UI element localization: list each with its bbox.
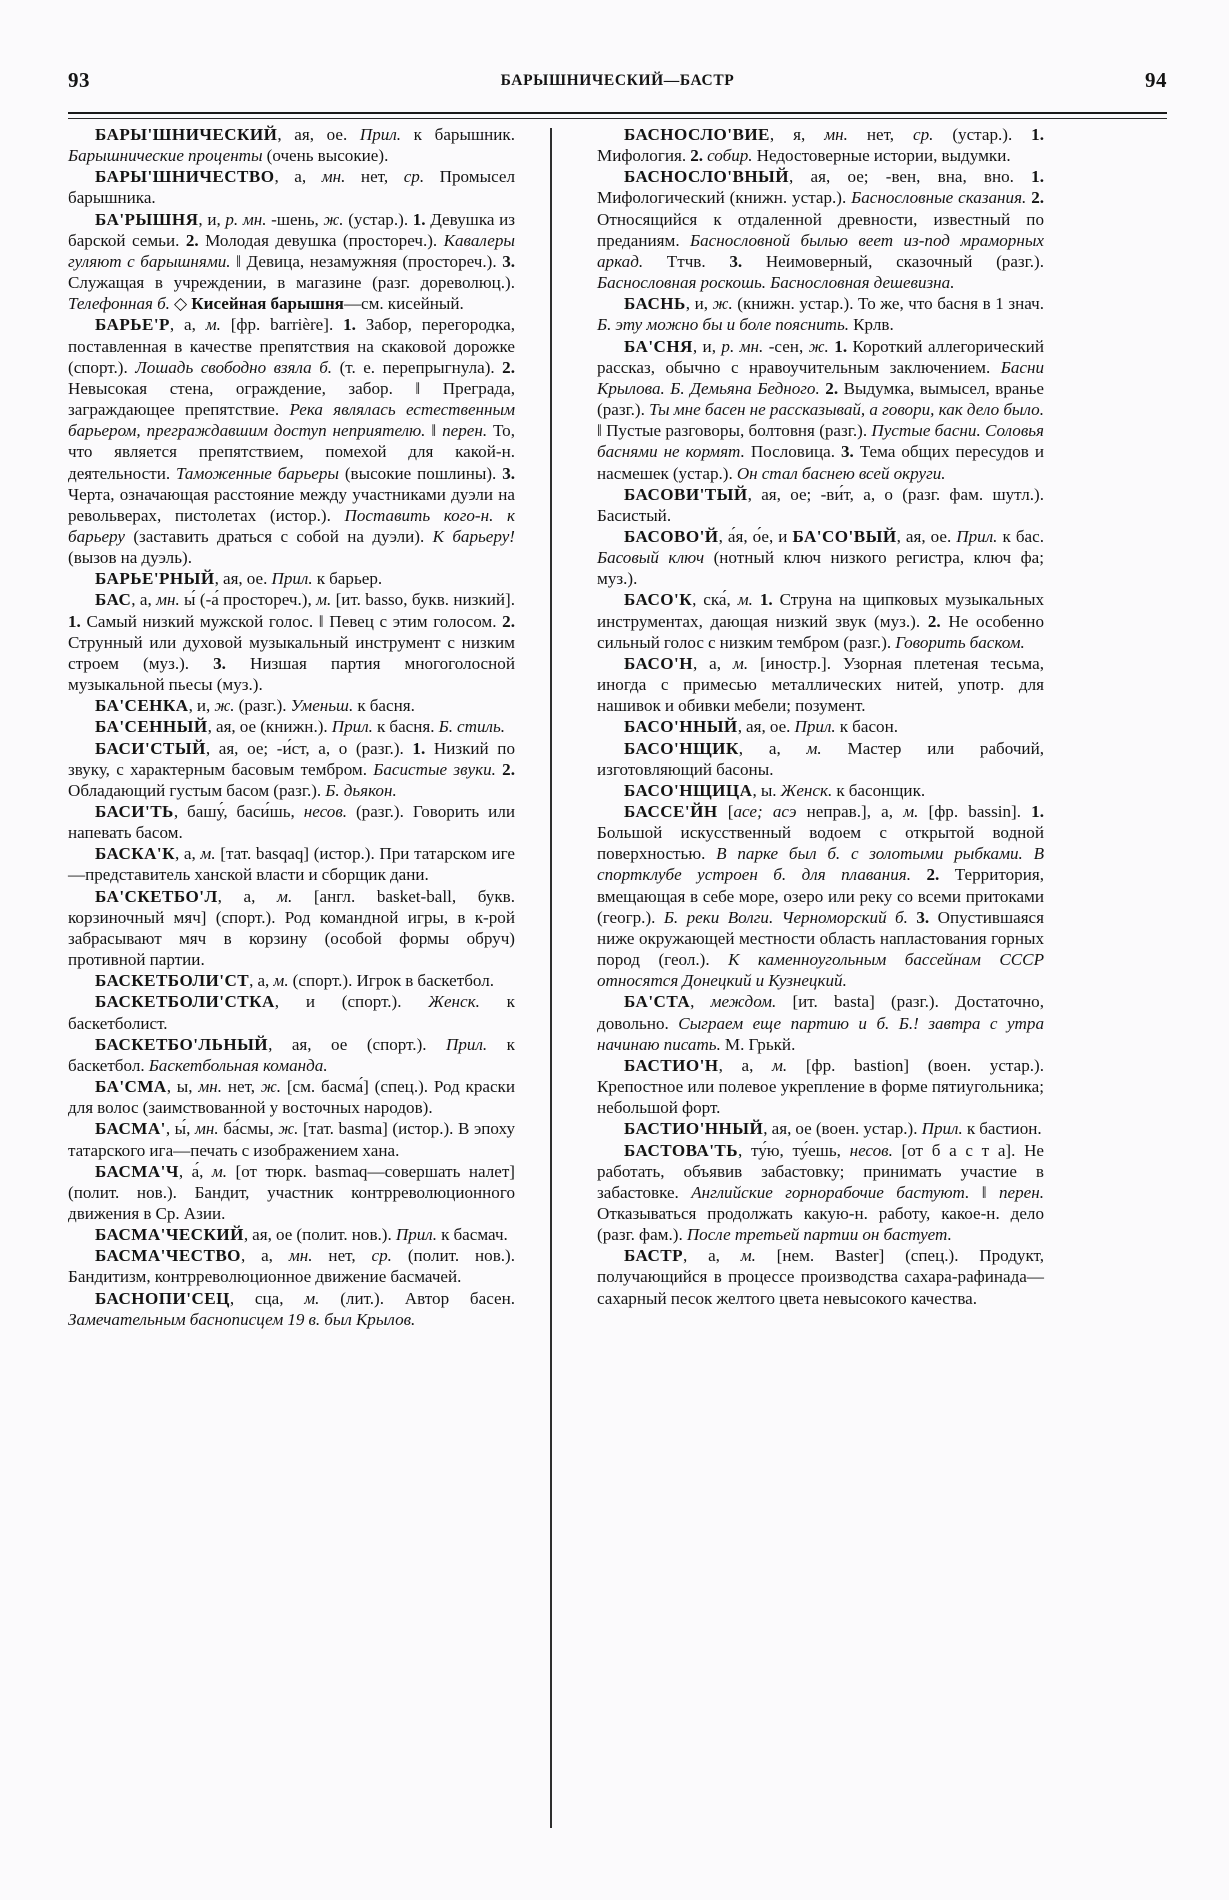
dictionary-entry: БАСО'Н, а, м. [иностр.]. Узорная плетеная тесьма, иногда с примесью металлических нитей, употр. для нашивок и обивки мебели; позумент.	[597, 653, 1044, 716]
dictionary-entry: БАРЬЕ'Р, а, м. [фр. barrière]. 1. Забор, перегородка, поставленная в качестве препятствия на скаковой дорожке (спорт.). Лошадь свободно взяла б. (т. е. перепрыгнула). 2. Невысокая стена, ограждение, забор. ‖ Преграда, заграждающее препятствие. Река являлась естественным барьером, преграждавшим доступ неприятелю. ‖ перен. То, что является препятствием, помехой для какой-н. деятельности. Таможенные барьеры (высокие пошлины). 3. Черта, означающая расстояние между участниками дуэли на револьверах, пистолетах (истор.). Поставить кого-н. к барьеру (заставить драться с собой на дуэли). К барьеру! (вызов на дуэль).	[68, 315, 516, 568]
dictionary-entry: БАСНЬ, и, ж. (книжн. устар.). То же, что басня в 1 знач. Б. эту можно бы и боле пояснить. Крлв.	[597, 294, 1044, 335]
dictionary-entry: БАСКЕТБОЛИ'СТ, а, м. (спорт.). Игрок в баскетбол.	[95, 971, 495, 991]
dictionary-entry: БАСКЕТБО'ЛЬНЫЙ, ая, ое (спорт.). Прил. к баскетбол. Баскетбольная команда.	[68, 1034, 515, 1075]
dictionary-entry: БАСТОВА'ТЬ, ту́ю, ту́ешь, несов. [от б а с т а]. Не работать, объявив забастовку; принимать участие в забастовке. Английские горнорабочие бастуют. ‖ перен. Отказываться продолжать какую-н. работу, какое-н. дело (разг. фам.). После третьей партии он бастует.	[597, 1140, 1044, 1245]
dictionary-entry: БАСНОСЛО'ВНЫЙ, ая, ое; -вен, вна, вно. 1. Мифологический (книжн. устар.). Баснословные сказания. 2. Относящийся к отдаленной древности, известный по преданиям. Баснословной былью веет из-под мраморных аркад. Ттчв. 3. Неимоверный, сказочный (разг.). Баснословная роскошь. Баснословная дешевизна.	[597, 167, 1045, 293]
dictionary-entry: БАСМА'Ч, а́, м. [от тюрк. basmaq—совершать налет] (полит. нов.). Бандит, участник контрреволюционного движения в Ср. Азии.	[68, 1161, 515, 1223]
dictionary-entry: БАСМА', ы́, мн. ба́смы, ж. [тат. basma] (истор.). В эпоху татарского ига—печать с изображением хана.	[68, 1119, 515, 1160]
dictionary-entry: БАРЫ'ШНИЧЕСТВО, а, мн. нет, ср. Промысел барышника.	[68, 167, 515, 208]
dictionary-entry: БА'РЫШНЯ, и, р. мн. -шень, ж. (устар.). 1. Девушка из барской семьи. 2. Молодая девушка (простореч.). Кавалеры гуляют с барышнями. ‖ Девица, незамужняя (простореч.). 3. Служащая в учреждении, в магазине (разг. дореволюц.). Телефонная б. ◇ Кисейная барышня—см. кисейный.	[68, 209, 516, 314]
folio-right: 94	[1145, 68, 1167, 92]
dictionary-entry: БАСКЕТБОЛИ'СТКА, и (спорт.). Женск. к баскетболист.	[68, 992, 515, 1033]
dictionary-entry: БАСО'ННЫЙ, ая, ое. Прил. к басон.	[624, 717, 898, 737]
dictionary-entry: БАСТИО'Н, а, м. [фр. bastion] (воен. устар.). Крепостное или полевое укрепление в форме пятиугольника; небольшой форт.	[597, 1055, 1044, 1118]
dictionary-entry: БАС, а, мн. ы́ (-а́ простореч.), м. [ит. basso, букв. низкий]. 1. Самый низкий мужской голос. ‖ Певец с этим голосом. 2. Струнный или духовой музыкальный инструмент с низким строем (муз.). 3. Низшая партия многоголосной музыкальной пьесы (муз.).	[68, 590, 516, 695]
dictionary-entry: БА'СКЕТБО'Л, а, м. [англ. basket-ball, букв. корзиночный мяч] (спорт.). Род командной игры, в к-рой забрасывают мяч в корзину (особой формы обруч) противной партии.	[68, 886, 516, 970]
dictionary-entry: БА'СМА, ы, мн. нет, ж. [см. басма́] (спец.). Род краски для волос (заимствованной у восточных народов).	[68, 1077, 515, 1118]
column-divider	[550, 128, 552, 1828]
dictionary-entry: БАСНОПИ'СЕЦ, сца, м. (лит.). Автор басен. Замечательным баснописцем 19 в. был Крылов.	[68, 1288, 515, 1329]
dictionary-entry: БАРЫ'ШНИЧЕСКИЙ, ая, ое. Прил. к барышник. Барышнические проценты (очень высокие).	[68, 125, 515, 166]
dictionary-entry: БАСНОСЛО'ВИЕ, я, мн. нет, ср. (устар.). 1. Мифология. 2. собир. Недостоверные истории, выдумки.	[597, 125, 1044, 166]
dictionary-entry: БА'СЕНКА, и, ж. (разг.). Уменьш. к басня.	[95, 696, 415, 716]
dictionary-entry: БАСО'К, ска́, м. 1. Струна на щипковых музыкальных инструментах, дающая низкий звук (муз.). 2. Не особенно сильный голос с низким тембром (разг.). Говорить баском.	[597, 590, 1045, 652]
left-column	[68, 124, 515, 1844]
folio-left: 93	[68, 68, 90, 92]
dictionary-entry: БАСМА'ЧЕСТВО, а, мн. нет, ср. (полит. нов.). Бандитизм, контрреволюционное движение басмачей.	[68, 1246, 516, 1287]
dictionary-entry: БАСМА'ЧЕСКИЙ, ая, ое (полит. нов.). Прил. к басмач.	[95, 1225, 508, 1245]
dictionary-entry: БА'СТА, междом. [ит. basta] (разг.). Достаточно, довольно. Сыграем еще партию и б. Б.! завтра с утра начинаю писать. М. Грькй.	[597, 992, 1044, 1054]
dictionary-entry: БАССЕ'ЙН [асе; асэ неправ.], а, м. [фр. bassin]. 1. Большой искусственный водоем с открытой водной поверхностью. В парке был б. с золотыми рыбками. В спортклубе устроен б. для плавания. 2. Территория, вмещающая в себе море, озеро или реку со всеми притоками (геогр.). Б. реки Волги. Черноморский б. 3. Опустившаяся ниже окружающей местности область напластования горных пород (геол.). К каменноугольным бассейнам СССР относятся Донецкий и Кузнецкий.	[597, 802, 1045, 991]
dictionary-entry: БАСИ'ТЬ, башу́, баси́шь, несов. (разг.). Говорить или напевать басом.	[68, 802, 515, 843]
dictionary-entry: БАСОВО'Й, а́я, о́е, и БА'СО'ВЫЙ, ая, ое. Прил. к бас. Басовый ключ (нотный ключ низкого регистра, ключ фа; муз.).	[597, 526, 1044, 589]
running-head	[68, 68, 1167, 96]
right-column	[597, 124, 1044, 1844]
dictionary-entry: БАСО'НЩИК, а, м. Мастер или рабочий, изготовляющий басоны.	[597, 738, 1045, 779]
header-rule	[68, 112, 1167, 119]
dictionary-entry: БАСИ'СТЫЙ, ая, ое; -и́ст, а, о (разг.). 1. Низкий по звуку, с характерным басовым тембром. Басистые звуки. 2. Обладающий густым басом (разг.). Б. дьякон.	[68, 738, 515, 800]
dictionary-entry: БАСТР, а, м. [нем. Baster] (спец.). Продукт, получающийся в процессе производства сахара-рафинада—сахарный песок желтого цвета невысокого качества.	[597, 1246, 1044, 1308]
running-head-title: БАРЫШНИЧЕСКИЙ—БАСТР	[500, 72, 735, 89]
dictionary-entry: БА'СЕННЫЙ, ая, ое (книжн.). Прил. к басня. Б. стиль.	[95, 717, 506, 737]
dictionary-entry: БАСО'НЩИЦА, ы. Женск. к басонщик.	[624, 780, 926, 800]
dictionary-entry: БАСТИО'ННЫЙ, ая, ое (воен. устар.). Прил. к бастион.	[624, 1119, 1042, 1139]
columns-container	[68, 124, 1167, 1844]
dictionary-entry: БА'СНЯ, и, р. мн. -сен, ж. 1. Короткий аллегорический рассказ, обычно с нравоучительным заключением. Басни Крылова. Б. Демьяна Бедного. 2. Выдумка, вымысел, вранье (разг.). Ты мне басен не рассказывай, а говори, как дело было. ‖ Пустые разговоры, болтовня (разг.). Пустые басни. Соловья баснями не кормят. Пословица. 3. Тема общих пересудов и насмешек (устар.). Он стал баснею всей округи.	[597, 336, 1044, 483]
dictionary-entry: БАРЬЕ'РНЫЙ, ая, ое. Прил. к барьер.	[95, 569, 383, 589]
dictionary-entry: БАСКА'К, а, м. [тат. basqaq] (истор.). При татарском иге—представитель ханской власти и сборщик дани.	[68, 844, 515, 885]
dictionary-entry: БАСОВИ'ТЫЙ, ая, ое; -ви́т, а, о (разг. фам. шутл.). Басистый.	[597, 484, 1044, 525]
